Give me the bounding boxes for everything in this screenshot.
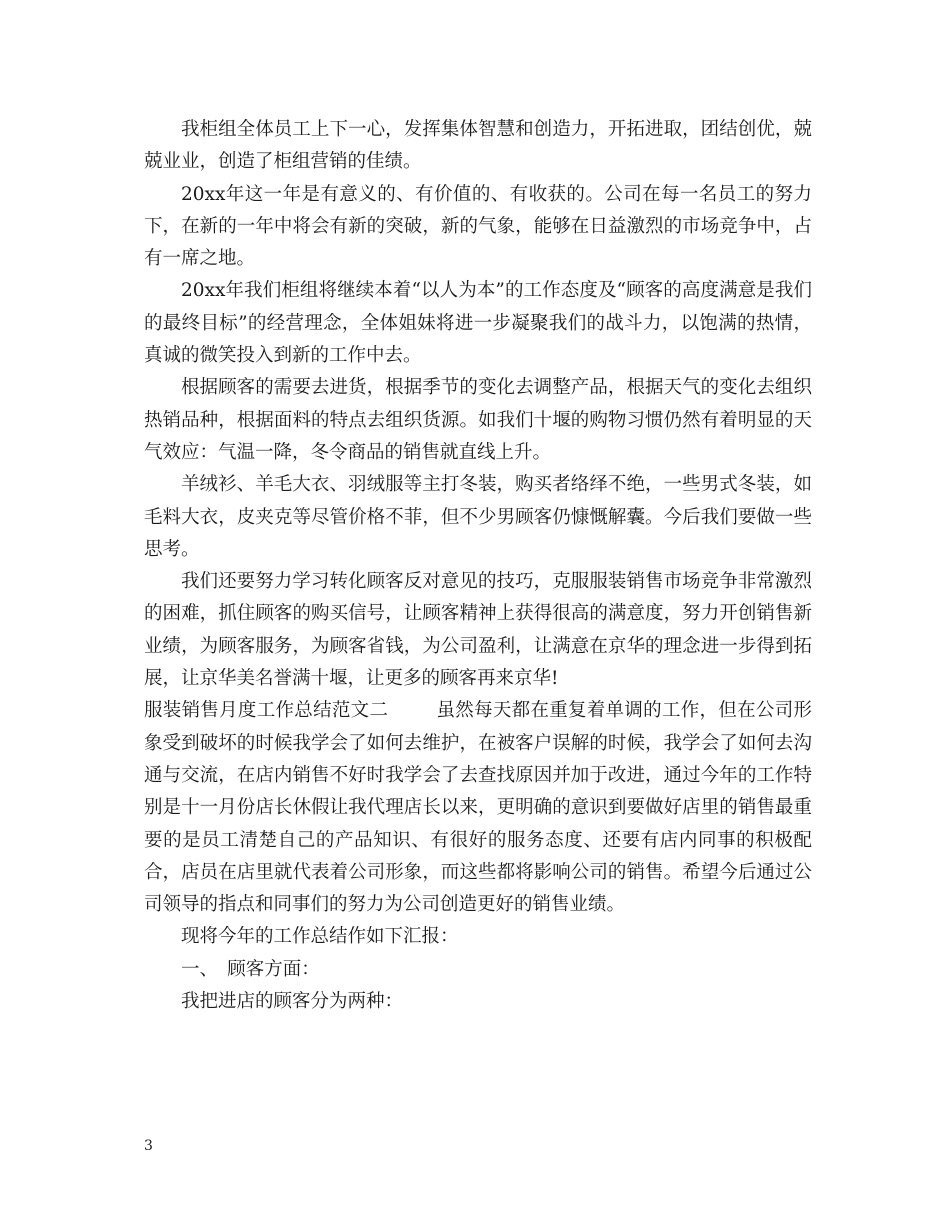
section-title: 服装销售月度工作总结范文二	[144, 700, 389, 722]
closing-line-1: 现将今年的工作总结作如下汇报：	[181, 926, 459, 948]
closing-line-3: 我把进店的顾客分为两种：	[181, 991, 404, 1013]
paragraph-5: 羊绒衫、羊毛大衣、羽绒服等主打冬装，购买者络绎不绝，一些男式冬装，如毛料大衣，皮夹克等尽管价格不菲，但不少男顾客仍慷慨解囊。今后我们要做一些思考。	[144, 474, 812, 560]
paragraph-4: 根据顾客的需要去进货，根据季节的变化去调整产品，根据天气的变化去组织热销品种，根据面料的特点去组织货源。如我们十堰的购物习惯仍然有着明显的天气效应：气温一降，冬令商品的销售就直线上升。	[144, 377, 812, 463]
section-paragraph	[144, 695, 812, 921]
document-body	[144, 114, 812, 1018]
paragraph-6: 我们还要努力学习转化顾客反对意见的技巧，克服服装销售市场竞争非常激烈的困难，抓住顾客的购买信号，让顾客精神上获得很高的满意度，努力开创销售新业绩，为顾客服务，为顾客省钱，为公司盈利，让满意在京华的理念进一步得到拓展，让京华美名誉满十堰，让更多的顾客再来京华!	[144, 571, 812, 690]
paragraph-3: 20xx年我们柜组将继续本着“以人为本”的工作态度及“顾客的高度满意是我们的最终目标”的经营理念，全体姐妹将进一步凝聚我们的战斗力，以饱满的热情，真诚的微笑投入到新的工作中去。	[144, 280, 812, 367]
page-number: 3	[144, 1138, 153, 1154]
section-text: 虽然每天都在重复着单调的工作，但在公司形象受到破坏的时候我学会了如何去维护，在被客户误解的时候，我学会了如何去沟通与交流，在店内销售不好时我学会了去查找原因并加于改进，通过今年的工作特别是十一月份店长休假让我代理店长以来，更明确的意识到要做好店里的销售最重要的是员工清楚自己的产品知识、有很好的服务态度、还要有店内同事的积极配合，店员在店里就代表着公司形象，而这些都将影响公司的销售。希望今后通过公司领导的指点和同事们的努力为公司创造更好的销售业绩。	[144, 700, 812, 916]
paragraph-1: 我柜组全体员工上下一心，发挥集体智慧和创造力，开拓进取，团结创优，兢兢业业，创造了柜组营销的佳绩。	[144, 119, 812, 173]
paragraph-2: 20xx年这一年是有意义的、有价值的、有收获的。公司在每一名员工的努力下，在新的一年中将会有新的突破，新的气象，能够在日益激烈的市场竞争中，占有一席之地。	[144, 183, 812, 270]
closing-line-2: 一、 顾客方面：	[181, 958, 320, 980]
